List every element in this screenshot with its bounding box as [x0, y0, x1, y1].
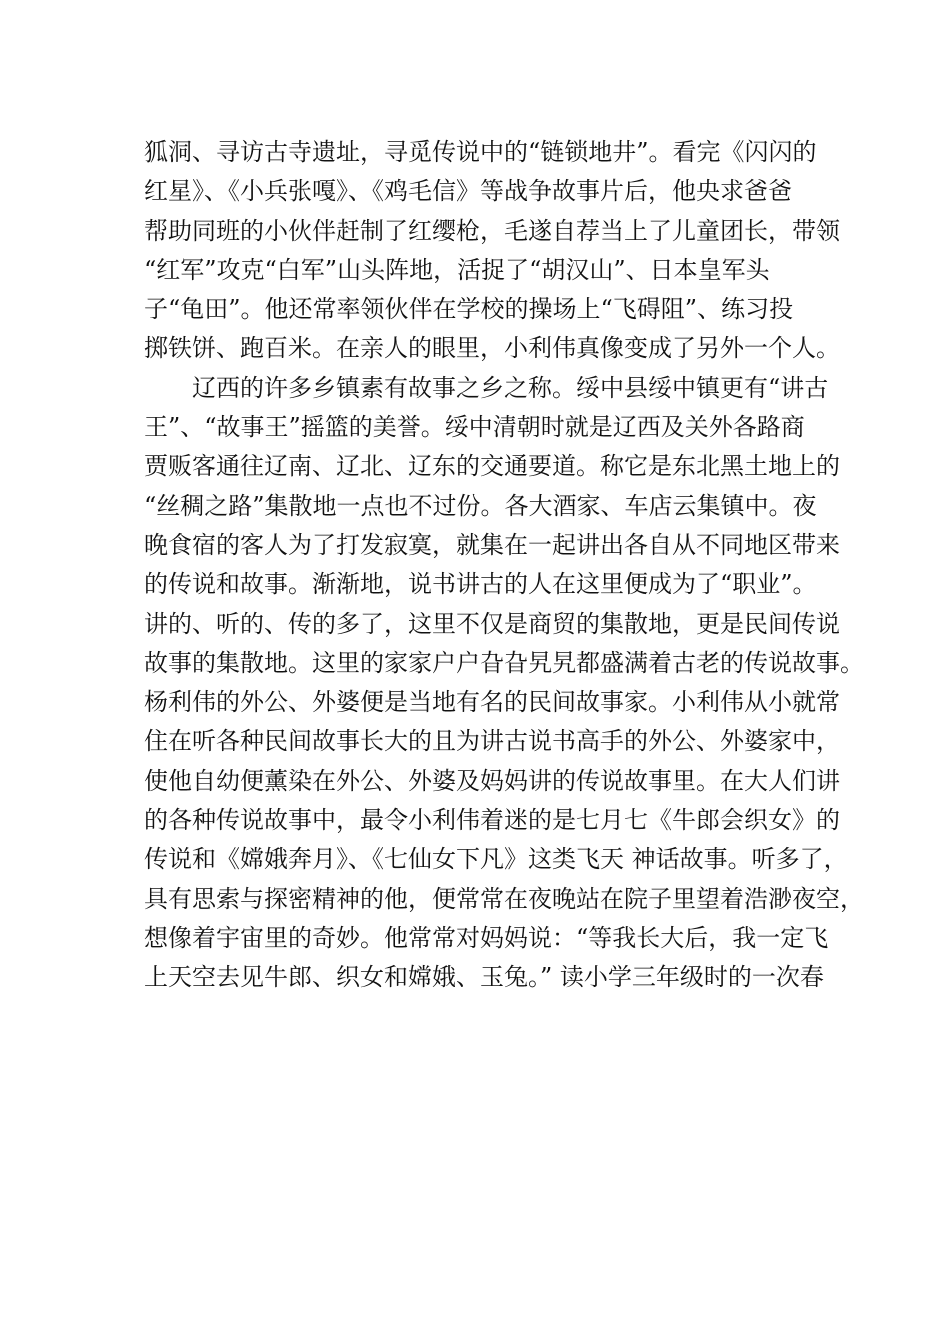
text-line: 狐洞、寻访古寺遗址，寻觅传说中的“链锁地井”。看完《闪闪的 — [144, 138, 817, 166]
body-text — [144, 133, 864, 998]
text-line: 的传说和故事。渐渐地，说书讲古的人在这里便成为了“职业”。 — [144, 570, 817, 599]
text-line: 王”、“故事王”摇篮的美誉。绥中清朝时就是辽西及关外各路商 — [144, 413, 805, 442]
text-line: 贾贩客通往辽南、辽北、辽东的交通要道。称它是东北黑土地上的 — [144, 452, 840, 481]
text-line: “红军”攻克“白军”山头阵地，活捉了“胡汉山”、日本皇军头 — [144, 255, 770, 284]
text-line: 想像着宇宙里的奇妙。他常常对妈妈说：“等我长大后，我一定飞 — [144, 923, 829, 952]
text-line: 具有思索与探密精神的他，便常常在夜晚站在院子里望着浩渺夜空， — [144, 884, 864, 913]
text-line: 杨利伟的外公、外婆便是当地有名的民间故事家。小利伟从小就常 — [144, 688, 840, 717]
text-line: 的各种传说故事中，最令小利伟着迷的是七月七《牛郎会织女》的 — [144, 806, 840, 835]
text-line: 上天空去见牛郎、织女和嫦娥、玉兔。” 读小学三年级时的一次春 — [144, 963, 824, 992]
text-line: 子“龟田”。他还常率领伙伴在学校的操场上“飞碍阻”、练习投 — [144, 295, 794, 324]
paragraph-start-line: 辽西的许多乡镇素有故事之乡之称。绥中县绥中镇更有“讲古 — [192, 373, 829, 402]
text-line: 使他自幼便薰染在外公、外婆及妈妈讲的传说故事里。在大人们讲 — [144, 766, 840, 795]
text-line: 故事的集散地。这里的家家户户旮旮旯旯都盛满着古老的传说故事。 — [144, 648, 864, 677]
text-line: 红星》、《小兵张嘎》、《鸡毛信》等战争故事片后，他央求爸爸 — [144, 177, 792, 206]
text-line: 传说和《嫦娥奔月》、《七仙女下凡》这类飞天 神话故事。听多了， — [144, 845, 848, 874]
text-line: 晚食宿的客人为了打发寂寞，就集在一起讲出各自从不同地区带来 — [144, 530, 840, 559]
text-line: 帮助同班的小伙伴赶制了红缨枪，毛遂自荐当上了儿童团长，带领 — [144, 216, 840, 245]
text-line: 住在听各种民间故事长大的且为讲古说书高手的外公、外婆家中， — [144, 727, 840, 756]
text-line: 讲的、听的、传的多了，这里不仅是商贸的集散地，更是民间传说 — [144, 609, 840, 638]
text-line: 掷铁饼、跑百米。在亲人的眼里，小利伟真像变成了另外一个人。 — [144, 334, 840, 363]
text-line: “丝稠之路”集散地一点也不过份。各大酒家、车店云集镇中。夜 — [144, 491, 817, 520]
